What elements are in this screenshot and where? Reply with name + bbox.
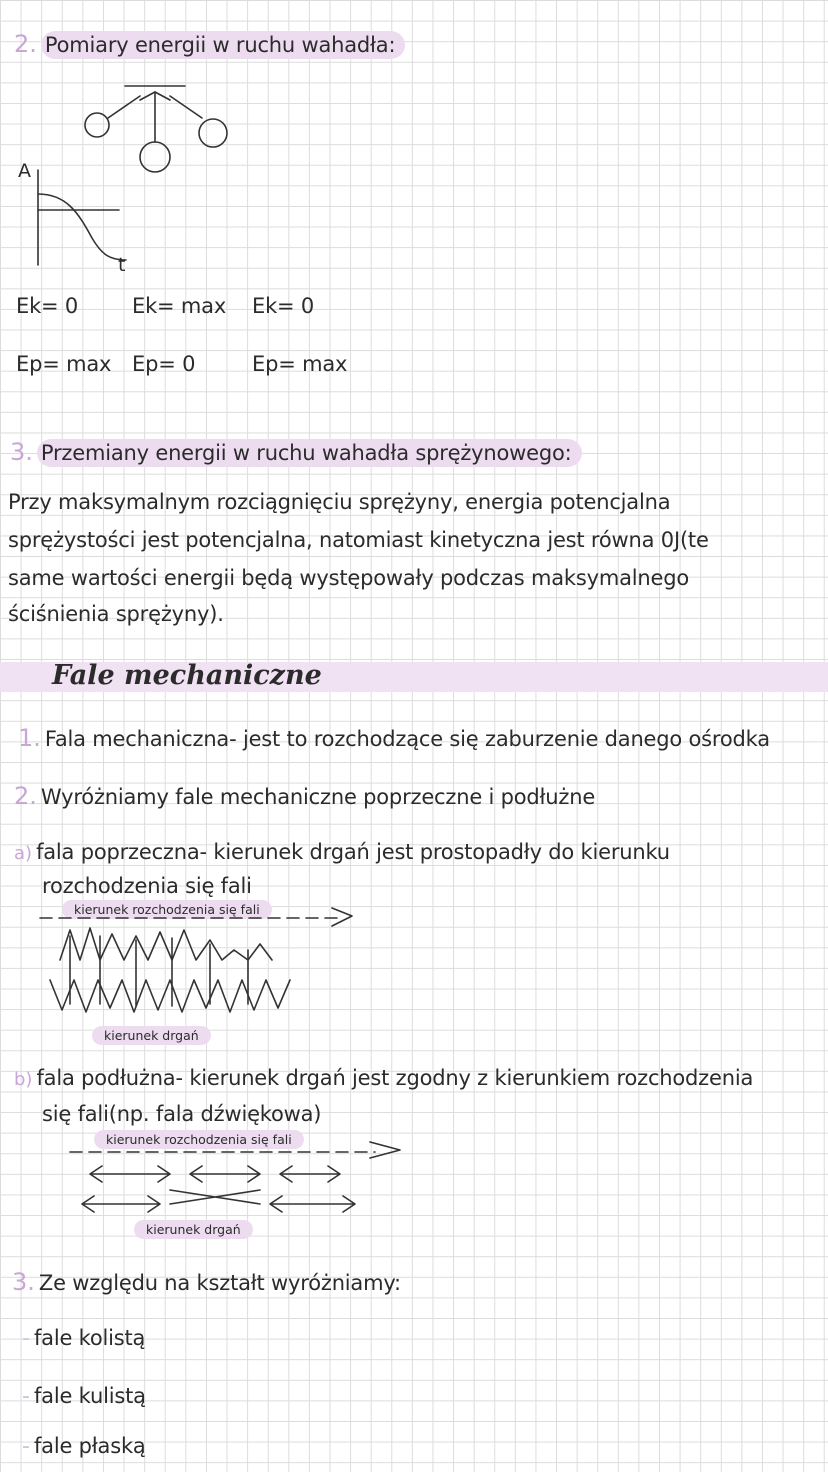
longitudinal-vibration-label: kierunek drgań [134, 1220, 253, 1239]
ep-value-2: Ep= 0 [132, 352, 196, 376]
transverse-item [14, 840, 670, 864]
shapes-heading [12, 1268, 401, 1296]
longitudinal-letter: b) [14, 1069, 33, 1090]
shape-list-item: - fale kolistą [22, 1326, 146, 1351]
shapes-heading-text: Ze względu na kształt wyróżniamy: [38, 1271, 401, 1295]
transverse-wave-drawing [40, 900, 370, 1030]
longitudinal-line-1: fala podłużna- kierunek drgań jest zgodny z kierunkiem rozchodzenia [36, 1066, 754, 1090]
longitudinal-wave-drawing [70, 1138, 410, 1228]
graph-axis-x: t [118, 254, 126, 276]
shape-list-item-text: fale kolistą [33, 1326, 146, 1350]
shape-list-item-text: fale płaską [33, 1434, 146, 1458]
waves-item-1 [18, 724, 770, 752]
spring-heading-number: 3. [10, 438, 33, 466]
energy-heading [14, 30, 405, 58]
waves-item-1-text: Fala mechaniczna- jest to rozchodzące się zaburzenie danego ośrodka [44, 727, 770, 751]
waves-heading: Fale mechaniczne [52, 660, 322, 691]
transverse-vibration-label: kierunek drgań [92, 1026, 211, 1045]
transverse-line-1: fala poprzeczna- kierunek drgań jest prostopadły do kierunku [36, 840, 670, 864]
ek-value-2: Ek= max [132, 294, 227, 318]
longitudinal-direction-label: kierunek rozchodzenia się fali [94, 1130, 304, 1149]
spring-line-2: sprężystości jest potencjalna, natomiast kinetyczna jest równa 0J(te [8, 528, 709, 552]
spring-heading-title: Przemiany energii w ruchu wahadła sprężynowego: [37, 439, 582, 467]
spring-line-1: Przy maksymalnym rozciągnięciu sprężyny, energia potencjalna [8, 490, 671, 514]
waves-item-2-text: Wyróżniamy fale mechaniczne poprzeczne i podłużne [40, 785, 596, 809]
spring-line-4: ściśnienia sprężyny). [8, 602, 224, 626]
shape-list-item: - fale kulistą [22, 1384, 146, 1409]
energy-heading-number: 2. [14, 30, 37, 58]
spring-line-3: same wartości energii będą występowały podczas maksymalnego [8, 566, 690, 590]
shape-list-item-text: fale kulistą [33, 1384, 146, 1408]
waves-item-2-number: 2. [14, 782, 37, 810]
shape-list-item: - fale płaską [22, 1434, 146, 1459]
transverse-line-2: rozchodzenia się fali [42, 874, 252, 898]
ep-value-3: Ep= max [252, 352, 348, 376]
longitudinal-line-2: się fali(np. fala dźwiękowa) [42, 1102, 322, 1126]
ek-value-3: Ek= 0 [252, 294, 315, 318]
longitudinal-item [14, 1066, 753, 1090]
ek-value-1: Ek= 0 [16, 294, 79, 318]
shapes-heading-number: 3. [12, 1268, 35, 1296]
graph-axis-y: A [18, 160, 31, 182]
transverse-direction-label: kierunek rozchodzenia się fali [62, 900, 272, 919]
waves-item-2 [14, 782, 595, 810]
energy-heading-title: Pomiary energii w ruchu wahadła: [41, 31, 405, 59]
spring-heading [10, 438, 582, 466]
ep-value-1: Ep= max [16, 352, 112, 376]
transverse-letter: a) [14, 843, 33, 864]
waves-item-1-number: 1. [18, 724, 41, 752]
